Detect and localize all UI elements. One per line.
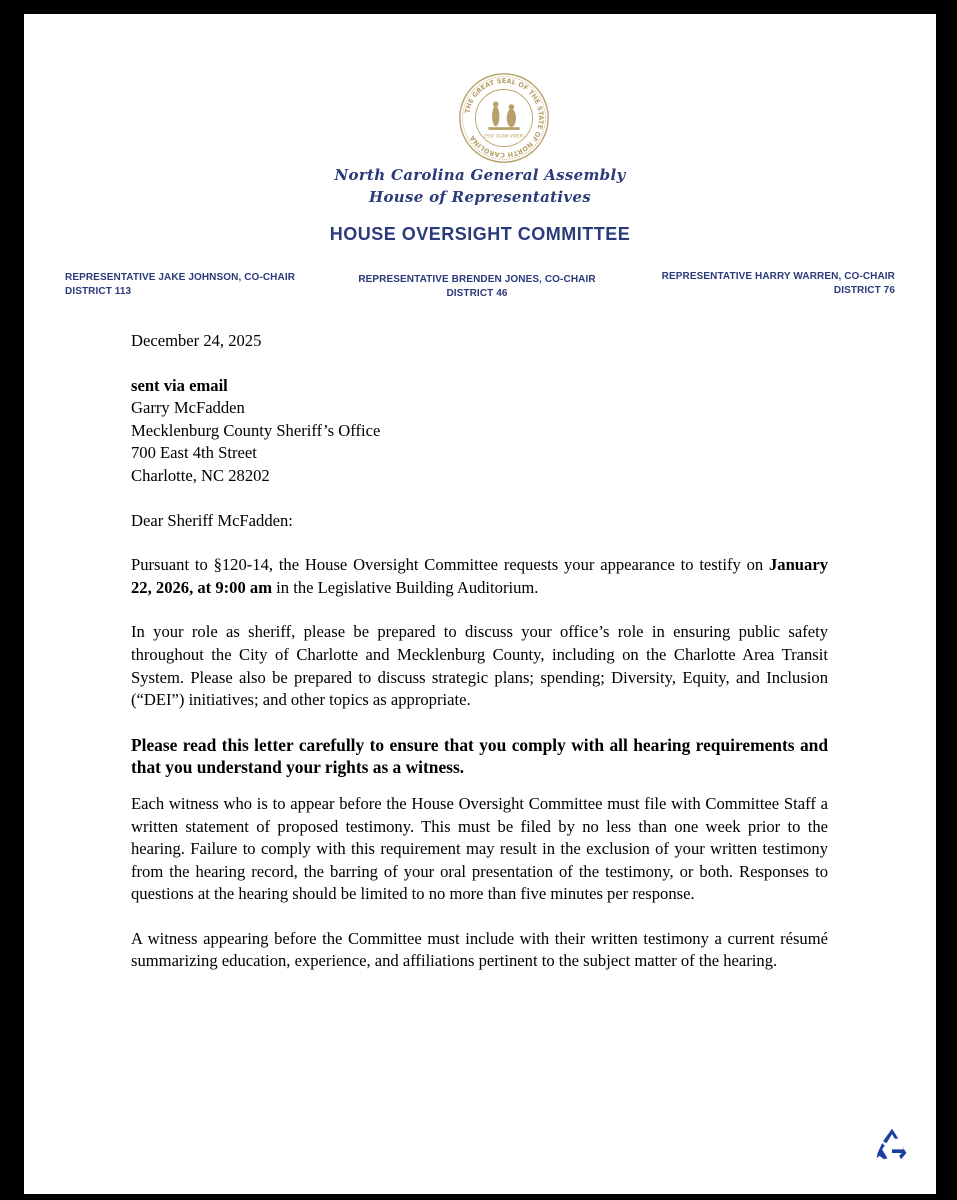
co-chair-right: [662, 270, 895, 298]
state-seal-icon: [458, 72, 550, 164]
co-chair-district: DISTRICT 46: [446, 288, 508, 299]
recipient-address: [131, 375, 828, 488]
letter-page: [24, 14, 936, 1194]
warning-notice: Please read this letter carefully to ensure that you comply with all hearing requirements and that you understand your rights as a witness.: [131, 734, 828, 778]
co-chair-name: REPRESENTATIVE BRENDEN JONES, CO-CHAIR: [358, 274, 596, 285]
recipient-street: 700 East 4th Street: [131, 443, 257, 463]
co-chair-middle: [342, 273, 612, 301]
committee-title: HOUSE OVERSIGHT COMMITTEE: [329, 224, 631, 244]
delivery-method: sent via email: [131, 375, 228, 395]
paragraph-topics: In your role as sheriff, please be prepared to discuss your office’s role in ensuring public safety throughout the City of Charlotte and Mecklenburg County, including on the Charlotte Area Transit System. Please also be prepared to discuss strategic plans; spending; Diversity, Equity, and Inclusion (“DEI”) initiatives; and other topics as appropriate.: [131, 622, 828, 710]
paragraph-request: [131, 554, 828, 599]
co-chair-district: DISTRICT 113: [65, 286, 132, 297]
paragraph-resume: A witness appearing before the Committee must include with their written testimony a current résumé summarizing education, experience, and affiliations pertinent to the subject matter of the hearing.: [131, 928, 828, 971]
assembly-heading: [24, 164, 936, 208]
salutation: Dear Sheriff McFadden:: [131, 510, 293, 530]
recycle-icon: [874, 1126, 910, 1162]
recipient-name: Garry McFadden: [131, 398, 245, 418]
hearing-datetime: January 22, 2026, at 9:00 am: [131, 555, 828, 597]
request-location: in the Legislative Building Auditorium.: [272, 577, 539, 597]
recipient-city: Charlotte, NC 28202: [131, 465, 270, 485]
house-name: House of Representatives: [369, 188, 591, 206]
assembly-name: North Carolina General Assembly: [334, 166, 626, 184]
svg-text:THE GREAT SEAL OF THE STATE OF: THE GREAT SEAL OF THE STATE OF NORTH CAROLINA: [463, 77, 545, 160]
recipient-org: Mecklenburg County Sheriff’s Office: [131, 420, 381, 440]
co-chair-name: REPRESENTATIVE JAKE JOHNSON, CO-CHAIR: [65, 272, 296, 283]
co-chair-district: DISTRICT 76: [833, 285, 895, 296]
svg-text:ESSE QUAM VIDERI: ESSE QUAM VIDERI: [484, 133, 524, 139]
letter-body: [131, 330, 828, 973]
co-chair-left: [65, 271, 295, 299]
letter-date: December 24, 2025: [131, 331, 262, 350]
request-text: Pursuant to §120-14, the House Oversight Committee requests your appearance to testify on: [131, 555, 769, 575]
paragraph-testimony: Each witness who is to appear before the House Oversight Committee must file with Committee Staff a written statement of proposed testimony. This must be filed by no less than one week prior to the hearing. Failure to comply with this requirement may result in the exclusion of your written testimony from the hearing record, the barring of your oral presentation of the testimony, or both. Responses to questions at the hearing should be limited to no more than five minutes per response.: [131, 793, 828, 904]
co-chair-name: REPRESENTATIVE HARRY WARREN, CO-CHAIR: [661, 271, 895, 282]
